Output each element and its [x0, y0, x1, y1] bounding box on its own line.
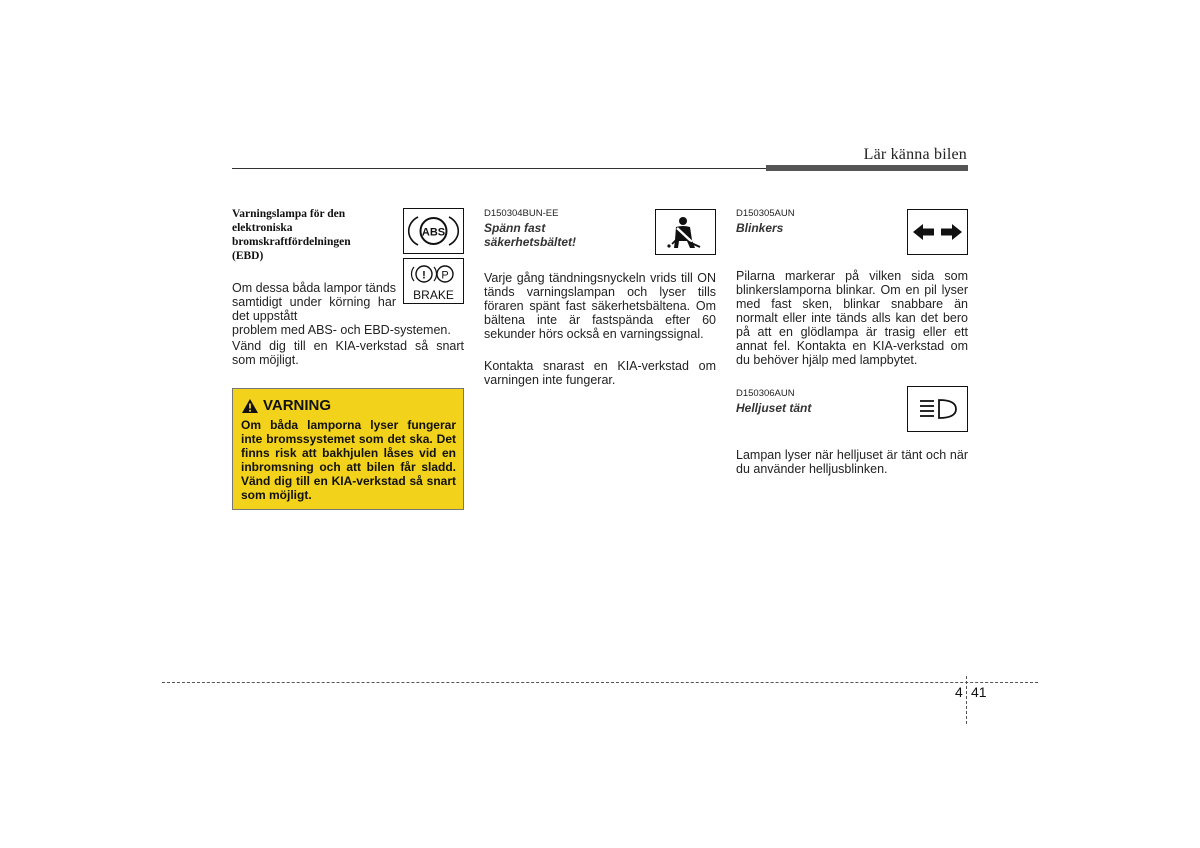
ebd-para-2: Vänd dig till en KIA-verkstad så snart som möjligt.	[232, 339, 464, 367]
seatbelt-heading: Spänn fast säkerhetsbältet!	[484, 221, 577, 249]
page-header-title: Lär känna bilen	[863, 146, 967, 163]
header-rule	[232, 168, 768, 169]
page-number: 41	[971, 684, 987, 700]
seatbelt-para-2: Kontakta snarast en KIA-verkstad om varningen inte fungerar.	[484, 359, 716, 387]
blinkers-heading: Blinkers	[736, 221, 784, 235]
left-arrow-icon	[913, 224, 934, 240]
abs-warning-lamp	[403, 208, 464, 254]
blinkers-para: Pilarna markerar på vilken sida som blinkerslamporna blinkar. Om en pil lyser med fast sken, blinkar snabbare än normalt eller inte tänds alls kan det bero på att en glödlampa är trasig eller ett annat fel. Kontakta en KIA-verkstad om du behöver hjälp med lampbytet.	[736, 269, 968, 367]
warning-box	[232, 388, 464, 510]
brake-warning-lamp	[403, 258, 464, 304]
ebd-para-1-end: problem med ABS- och EBD-systemen.	[232, 323, 451, 337]
turn-signal-arrows-icon	[908, 210, 967, 254]
blinkers-code: D150305AUN	[736, 208, 795, 219]
ebd-para-1-start: Om dessa båda lampor tänds samtidigt under körning har det uppstått	[232, 281, 396, 323]
warning-title: VARNING	[263, 397, 332, 415]
seatbelt-warning-lamp	[655, 209, 716, 255]
chapter-number: 4	[955, 684, 963, 700]
brake-icon-label: BRAKE	[413, 288, 454, 302]
abs-icon	[404, 209, 463, 253]
header-accent-bar	[766, 165, 968, 171]
brake-icon	[404, 259, 463, 303]
warning-text: Om båda lamporna lyser fungerar inte bromssystemet som det ska. Det finns risk att bakhjulen låses vid en inbromsning och att bilen får sladd. Vänd dig till en KIA-verkstad så snart som möjligt.	[241, 418, 456, 502]
highbeam-code: D150306AUN	[736, 388, 795, 399]
highbeam-heading: Helljuset tänt	[736, 401, 812, 415]
right-arrow-icon	[941, 224, 962, 240]
ebd-heading: Varningslampa för den elektroniska bromskraftfördelningen (EBD)	[232, 208, 351, 262]
abs-icon-label: ABS	[421, 226, 446, 239]
warning-header	[241, 397, 456, 415]
brake-icon-exclamation: !	[422, 269, 426, 282]
highbeam-para: Lampan lyser när helljuset är tänt och när du använder helljusblinken.	[736, 448, 968, 476]
footer-rule	[162, 682, 1038, 683]
seatbelt-para-1: Varje gång tändningsnyckeln vrids till ON tänds varningslampan och lyser tills föraren spänt fast säkerhetsbältena. Om bältena inte är fastspända efter 60 sekunder hörs också en varningssignal.	[484, 271, 716, 341]
seatbelt-icon	[656, 210, 715, 254]
turn-signal-lamp	[907, 209, 968, 255]
warning-triangle-icon	[241, 398, 259, 414]
seatbelt-code: D150304BUN-EE	[484, 208, 559, 219]
footer-divider	[966, 676, 967, 724]
high-beam-icon	[908, 387, 967, 431]
brake-icon-p: P	[441, 269, 449, 282]
high-beam-lamp	[907, 386, 968, 432]
